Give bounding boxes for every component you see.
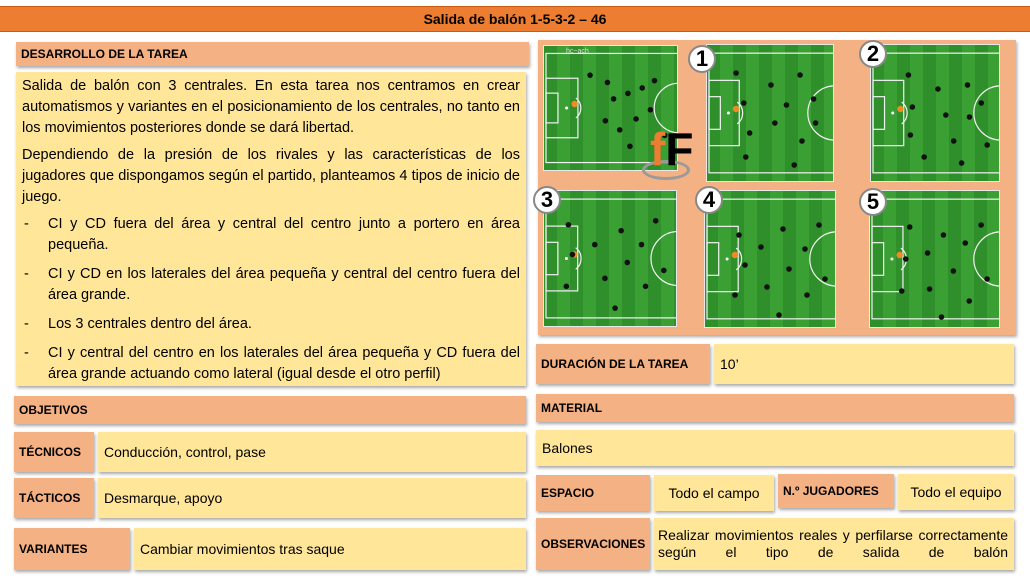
player-marker (603, 118, 609, 124)
player-marker (935, 86, 941, 92)
penalty-spot (726, 258, 729, 261)
player-marker (984, 142, 990, 148)
center-circle (974, 86, 999, 140)
player-marker (661, 268, 667, 274)
player-marker (612, 305, 618, 311)
logo-icon: fF (650, 123, 694, 175)
player-marker (797, 72, 803, 78)
tacticos-label: TÁCTICOS (14, 478, 94, 518)
penalty-area (546, 226, 578, 291)
diagram-number-1: 1 (688, 45, 716, 73)
player-marker (965, 82, 971, 88)
center-circle (808, 86, 833, 140)
player-marker (907, 224, 913, 230)
ball-player-marker (897, 106, 903, 112)
player-marker (624, 260, 630, 266)
goal-area (873, 97, 885, 130)
objetivos-label: OBJETIVOS (14, 396, 526, 424)
player-marker (811, 96, 817, 102)
player-marker (772, 120, 778, 126)
player-marker (910, 104, 916, 110)
player-marker (786, 266, 792, 272)
ball-player-marker (732, 252, 738, 258)
penalty-spot (565, 257, 568, 260)
espacio-label: ESPACIO (536, 475, 650, 511)
center-circle (651, 232, 676, 286)
espacio-value: Todo el campo (654, 475, 774, 511)
player-marker (570, 252, 576, 258)
player-marker (587, 72, 593, 78)
player-marker (741, 100, 747, 106)
player-marker (784, 102, 790, 108)
player-marker (758, 244, 764, 250)
player-marker (925, 250, 931, 256)
player-marker (618, 228, 624, 234)
player-marker (959, 160, 965, 166)
player-marker (822, 276, 828, 282)
duracion-value: 10’ (714, 344, 1014, 384)
player-marker (939, 314, 945, 320)
list-item: - CI y CD en los laterales del área pequeña y central del centro fuera del área grande. (22, 264, 520, 306)
list-item: - Los 3 centrales dentro del área. (22, 314, 520, 335)
player-marker (652, 78, 658, 84)
player-marker (978, 222, 984, 228)
player-marker (951, 138, 957, 144)
penalty-area (872, 226, 903, 291)
player-marker (802, 246, 808, 252)
player-marker (564, 283, 570, 289)
diagram-number-3: 3 (533, 186, 561, 214)
desarrollo-label: DESARROLLO DE LA TAREA (16, 42, 529, 66)
player-marker (639, 242, 645, 248)
player-marker (908, 132, 914, 138)
player-marker (906, 72, 912, 78)
title-text: Salida de balón 1-5-3-2 – 46 (423, 11, 607, 27)
penalty-arc (736, 248, 741, 270)
penalty-area (707, 226, 738, 291)
player-marker (747, 130, 753, 136)
penalty-spot (565, 107, 568, 110)
player-marker (639, 85, 645, 91)
pitch-diagram-1 (706, 44, 834, 182)
player-marker (804, 292, 810, 298)
player-marker (633, 116, 639, 122)
player-marker (966, 298, 972, 304)
goal-area (872, 243, 884, 276)
goal-area (546, 242, 558, 274)
pitch-diagram-2 (870, 44, 1000, 182)
ball-player-marker (896, 252, 902, 258)
pitch-diagram-3 (543, 190, 677, 327)
diagram-number-4: 4 (695, 186, 723, 214)
tecnicos-value: Conducción, control, pase (98, 432, 526, 472)
goal-area (546, 93, 558, 123)
list-item: - CI y CD fuera del área y central del centro junto a portero en área pequeña. (22, 214, 520, 256)
logo-tag: hc~ach (566, 48, 589, 55)
player-marker (978, 100, 984, 106)
pitch-diagram-5 (869, 190, 1000, 328)
player-marker (943, 112, 949, 118)
player-marker (927, 286, 933, 292)
player-marker (742, 262, 748, 268)
player-marker (743, 154, 749, 160)
variantes-label: VARIANTES (14, 528, 130, 570)
player-marker (899, 288, 905, 294)
player-marker (566, 222, 572, 228)
player-marker (967, 114, 973, 120)
ball-player-marker (571, 101, 577, 107)
penalty-area (546, 78, 578, 138)
player-marker (605, 80, 611, 86)
player-marker (984, 276, 990, 282)
player-marker (732, 292, 738, 298)
player-marker (813, 120, 819, 126)
observaciones-value: Realizar movimientos reales y perfilarse correctamente según el tipo de salida de balón (654, 518, 1014, 570)
player-marker (643, 283, 649, 289)
variantes-value: Cambiar movimientos tras saque (134, 528, 526, 570)
material-label: MATERIAL (536, 394, 1014, 422)
player-marker (733, 70, 739, 76)
duracion-label: DURACIÓN DE LA TAREA (536, 344, 710, 384)
material-value: Balones (536, 430, 1014, 466)
goal-area (709, 97, 720, 130)
player-marker (592, 242, 598, 248)
ball-player-marker (733, 106, 739, 112)
penalty-area (709, 80, 739, 145)
penalty-spot (727, 112, 730, 115)
player-marker (653, 218, 659, 224)
penalty-spot (891, 112, 894, 115)
player-marker (768, 82, 774, 88)
player-marker (903, 256, 909, 262)
diagram-number-5: 5 (859, 188, 887, 216)
player-marker (799, 138, 805, 144)
player-marker (611, 96, 617, 102)
penalty-spot (890, 258, 893, 261)
task-description (16, 72, 526, 386)
player-marker (736, 232, 742, 238)
pitch-diagram-4 (704, 190, 836, 328)
player-marker (764, 284, 770, 290)
player-marker (962, 240, 968, 246)
player-marker (627, 143, 633, 149)
description-paragraph: Dependiendo de la presión de los rivales y las características de los jugadores que dispongamos según el partido, planteamos 4 tipos de inicio de juego. (22, 147, 520, 205)
jugadores-value: Todo el equipo (898, 474, 1014, 510)
penalty-area (873, 80, 904, 145)
list-item: - CI y central del centro en los laterales del área pequeña y CD fuera del área grande actuando como lateral (igual desde el otro perfil) (22, 343, 520, 385)
player-marker (951, 268, 957, 274)
tacticos-value: Desmarque, apoyo (98, 478, 526, 518)
jugadores-label: N.º JUGADORES (778, 474, 894, 508)
observaciones-label: OBSERVACIONES (536, 518, 650, 570)
penalty-arc (902, 102, 907, 124)
variant-list (22, 214, 520, 385)
player-marker (941, 232, 947, 238)
diagram-number-2: 2 (859, 40, 887, 68)
player-marker (816, 222, 822, 228)
player-marker (602, 276, 608, 282)
goal-area (707, 243, 719, 276)
penalty-arc (737, 102, 742, 124)
player-marker (780, 226, 786, 232)
page-title (0, 6, 1030, 32)
player-marker (648, 107, 654, 113)
description-paragraph: Salida de balón con 3 centrales. En esta tarea nos centramos en crear automatismos y variantes en el posicionamiento de los centrales, no tanto en los movimientos posteriores donde se dará libertad. (22, 78, 520, 136)
player-marker (791, 162, 797, 168)
tecnicos-label: TÉCNICOS (14, 432, 94, 472)
player-marker (617, 127, 623, 133)
player-marker (625, 91, 631, 97)
player-marker (921, 154, 927, 160)
player-marker (776, 312, 782, 318)
penalty-arc (576, 248, 581, 270)
